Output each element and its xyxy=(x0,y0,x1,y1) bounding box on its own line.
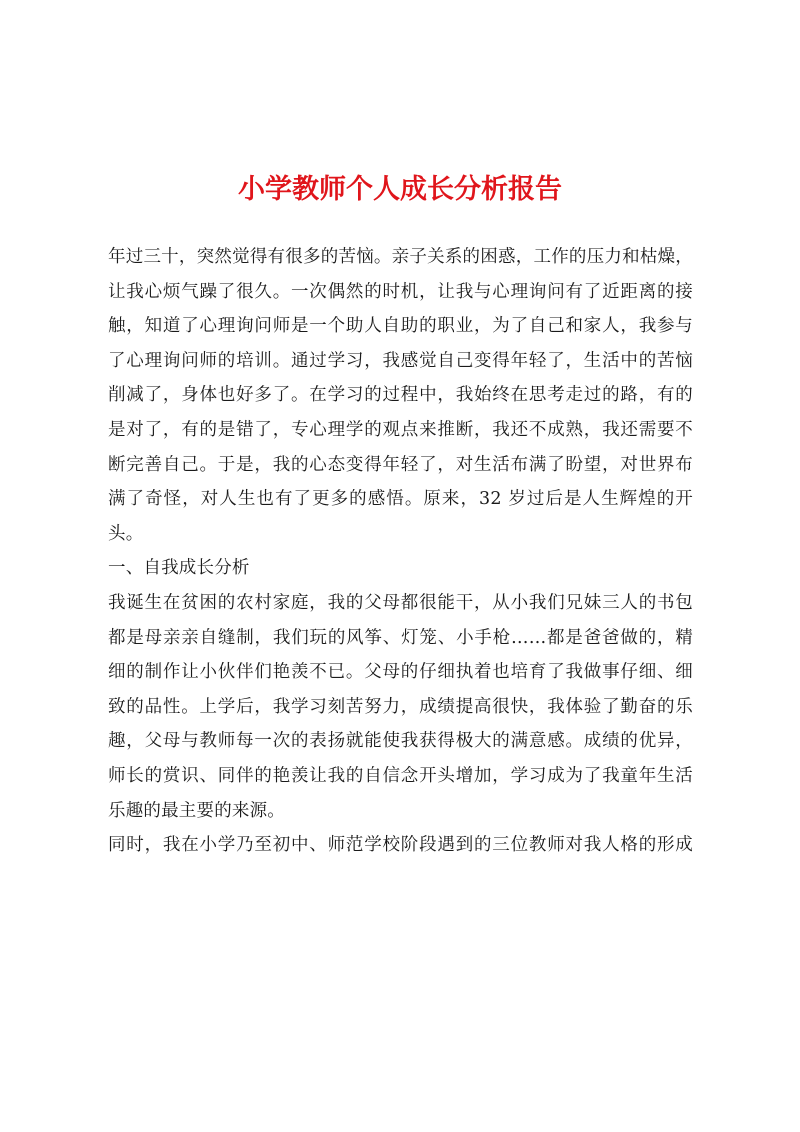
paragraph-teachers xyxy=(108,828,693,863)
text-line: 让我心烦气躁了很久。一次偶然的时机，让我与心理询问有了近距离的接 xyxy=(108,281,693,302)
document-body xyxy=(108,240,693,863)
paragraph-intro xyxy=(108,240,693,551)
text-line: 满了奇怪，对人生也有了更多的感悟。原来，32 岁过后是人生辉煌的开 xyxy=(108,489,693,510)
text-line: 触，知道了心理询问师是一个助人自助的职业，为了自己和家人，我参与 xyxy=(108,316,693,337)
text-line: 是对了，有的是错了，专心理学的观点来推断，我还不成熟，我还需要不 xyxy=(108,419,693,440)
text-line: 我诞生在贫困的农村家庭，我的父母都很能干，从小我们兄妹三人的书包 xyxy=(108,592,693,613)
text-line: 头。 xyxy=(108,523,144,544)
text-line: 同时，我在小学乃至初中、师范学校阶段遇到的三位教师对我人格的形成 xyxy=(108,835,693,856)
text-line: 削减了，身体也好多了。在学习的过程中，我始终在思考走过的路，有的 xyxy=(108,385,693,406)
text-line: 年过三十，突然觉得有很多的苦恼。亲子关系的困惑，工作的压力和枯燥， xyxy=(108,247,693,267)
text-line: 师长的赏识、同伴的艳羡让我的自信念开头增加，学习成为了我童年生活 xyxy=(108,765,693,786)
text-line: 细的制作让小伙伴们艳羡不已。父母的仔细执着也培育了我做事仔细、细 xyxy=(108,662,693,683)
text-line: 乐趣的最主要的来源。 xyxy=(108,800,285,821)
document-title: 小学教师个人成长分析报告 xyxy=(238,174,562,205)
text-line: 了心理询问师的培训。通过学习，我感觉自己变得年轻了，生活中的苦恼 xyxy=(108,350,693,371)
section-heading xyxy=(108,551,693,586)
text-line: 致的品性。上学后，我学习刻苦努力，成绩提高很快，我体验了勤奋的乐 xyxy=(108,696,693,717)
text-line: 断完善自己。于是，我的心态变得年轻了，对生活布满了盼望，对世界布 xyxy=(108,454,693,475)
text-line: 都是母亲亲自缝制，我们玩的风筝、灯笼、小手枪……都是爸爸做的，精 xyxy=(108,627,693,648)
text-line: 趣，父母与教师每一次的表扬就能使我获得极大的满意感。成绩的优异， xyxy=(108,731,693,752)
section-heading-text: 一、自我成长分析 xyxy=(108,558,250,579)
paragraph-growth xyxy=(108,586,693,828)
